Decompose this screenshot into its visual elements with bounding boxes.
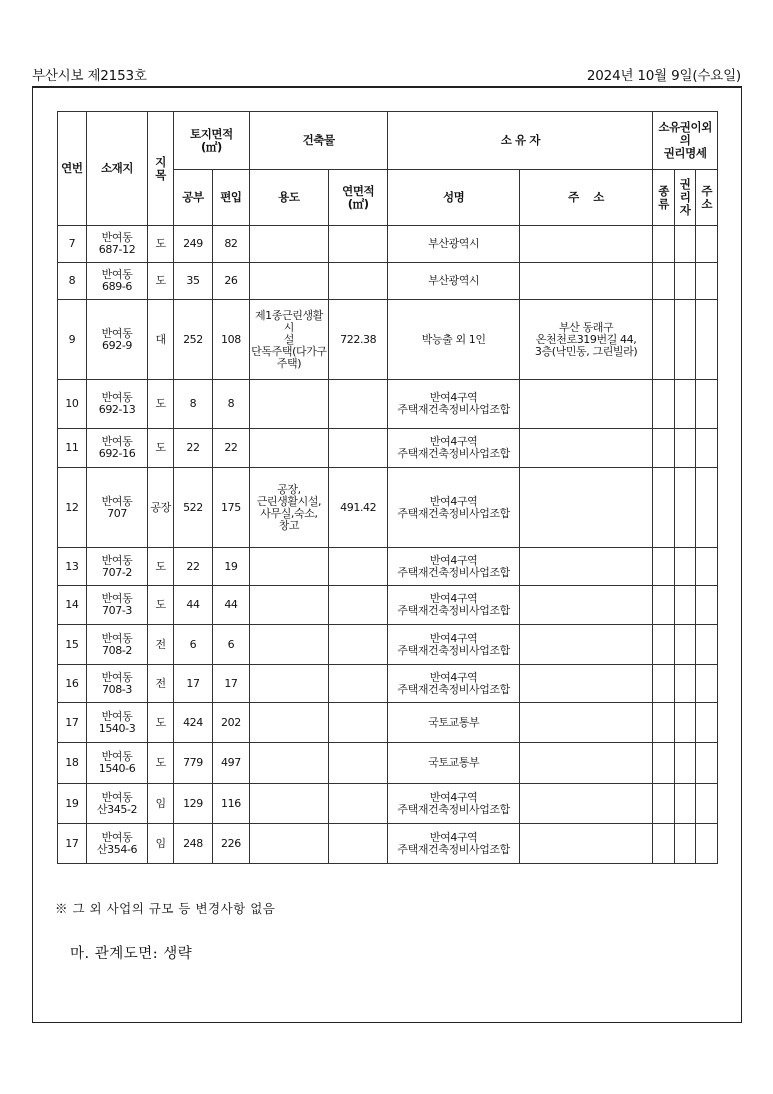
cell-area-included: 226 (212, 824, 249, 864)
section-related-drawings: 마. 관계도면: 생략 (70, 946, 193, 962)
cell-area-public: 44 (173, 586, 212, 625)
cell-floor-area (328, 743, 388, 784)
cell-owner-name: 부산광역시 (388, 263, 519, 300)
cell-rights-type (653, 586, 675, 625)
header-building-floor-area: 연면적 (㎡) (328, 170, 388, 226)
cell-rights-holder (674, 824, 696, 864)
cell-floor-area (328, 380, 388, 429)
cell-owner-address (519, 226, 652, 263)
cell-owner-address (519, 586, 652, 625)
cell-building-use (249, 429, 328, 468)
cell-location: 반여동 692-16 (86, 429, 148, 468)
cell-area-included: 82 (212, 226, 249, 263)
cell-rights-address (696, 784, 718, 824)
cell-location: 반여동 1540-6 (86, 743, 148, 784)
header-rights-address: 주소 (696, 170, 718, 226)
cell-rights-type (653, 625, 675, 665)
cell-rights-type (653, 743, 675, 784)
table-row (58, 625, 718, 665)
header-row-1 (58, 112, 718, 170)
cell-building-use (249, 380, 328, 429)
cell-rights-address (696, 300, 718, 380)
table-row (58, 263, 718, 300)
cell-floor-area (328, 226, 388, 263)
cell-area-public: 248 (173, 824, 212, 864)
header-rights-type: 종 류 (653, 170, 675, 226)
cell-serial: 13 (58, 548, 87, 586)
table-row (58, 824, 718, 864)
header-building: 건축물 (249, 112, 388, 170)
cell-owner-name: 국토교통부 (388, 743, 519, 784)
cell-owner-address (519, 429, 652, 468)
cell-owner-name: 국토교통부 (388, 703, 519, 743)
header-location: 소재지 (86, 112, 148, 226)
header-rights-holder: 권리 자 (674, 170, 696, 226)
table-row (58, 300, 718, 380)
cell-rights-holder (674, 380, 696, 429)
cell-rights-address (696, 703, 718, 743)
cell-owner-name: 반여4구역 주택재건축정비사업조합 (388, 625, 519, 665)
cell-location: 반여동 산354-6 (86, 824, 148, 864)
cell-area-public: 129 (173, 784, 212, 824)
cell-land-category: 도 (148, 586, 174, 625)
cell-area-included: 17 (212, 665, 249, 703)
cell-owner-address (519, 625, 652, 665)
header-owner-address: 주 소 (519, 170, 652, 226)
cell-serial: 16 (58, 665, 87, 703)
cell-owner-name: 반여4구역 주택재건축정비사업조합 (388, 784, 519, 824)
cell-owner-name: 반여4구역 주택재건축정비사업조합 (388, 586, 519, 625)
cell-area-public: 522 (173, 468, 212, 548)
cell-owner-name: 반여4구역 주택재건축정비사업조합 (388, 429, 519, 468)
cell-area-included: 108 (212, 300, 249, 380)
cell-owner-address (519, 548, 652, 586)
cell-building-use (249, 703, 328, 743)
cell-area-public: 17 (173, 665, 212, 703)
cell-location: 반여동 산345-2 (86, 784, 148, 824)
cell-rights-holder (674, 468, 696, 548)
cell-owner-name: 반여4구역 주택재건축정비사업조합 (388, 548, 519, 586)
cell-building-use: 공장, 근린생활시설, 사무실,숙소, 창고 (249, 468, 328, 548)
cell-owner-address (519, 665, 652, 703)
cell-area-public: 22 (173, 548, 212, 586)
header-land-area-public: 공부 (173, 170, 212, 226)
cell-floor-area (328, 703, 388, 743)
cell-land-category: 도 (148, 429, 174, 468)
cell-area-included: 8 (212, 380, 249, 429)
footnote: ※ 그 외 사업의 규모 등 변경사항 없음 (55, 901, 276, 916)
cell-area-public: 6 (173, 625, 212, 665)
cell-rights-address (696, 743, 718, 784)
cell-rights-holder (674, 784, 696, 824)
cell-owner-name: 반여4구역 주택재건축정비사업조합 (388, 665, 519, 703)
cell-building-use (249, 824, 328, 864)
cell-rights-type (653, 226, 675, 263)
cell-serial: 17 (58, 824, 87, 864)
cell-owner-address (519, 263, 652, 300)
cell-owner-address (519, 380, 652, 429)
cell-area-included: 116 (212, 784, 249, 824)
cell-rights-address (696, 429, 718, 468)
cell-building-use (249, 548, 328, 586)
cell-building-use (249, 784, 328, 824)
cell-owner-address (519, 703, 652, 743)
header-other-rights: 소유권이외의 권리명세 (653, 112, 718, 170)
cell-serial: 11 (58, 429, 87, 468)
cell-rights-holder (674, 703, 696, 743)
cell-land-category: 임 (148, 824, 174, 864)
cell-building-use (249, 625, 328, 665)
cell-rights-address (696, 226, 718, 263)
table-row (58, 665, 718, 703)
cell-rights-holder (674, 300, 696, 380)
cell-area-public: 779 (173, 743, 212, 784)
table-row (58, 586, 718, 625)
cell-rights-address (696, 548, 718, 586)
cell-serial: 8 (58, 263, 87, 300)
cell-serial: 7 (58, 226, 87, 263)
cell-floor-area: 722.38 (328, 300, 388, 380)
cell-rights-address (696, 263, 718, 300)
cell-area-included: 26 (212, 263, 249, 300)
cell-building-use: 제1종근린생활시 설 단독주택(다가구 주택) (249, 300, 328, 380)
cell-area-public: 35 (173, 263, 212, 300)
cell-rights-holder (674, 226, 696, 263)
header-building-use: 용도 (249, 170, 328, 226)
cell-owner-name: 반여4구역 주택재건축정비사업조합 (388, 468, 519, 548)
table-row (58, 380, 718, 429)
table-row (58, 548, 718, 586)
header-land-area: 토지면적 (㎡) (173, 112, 249, 170)
cell-rights-address (696, 824, 718, 864)
cell-area-public: 249 (173, 226, 212, 263)
cell-serial: 14 (58, 586, 87, 625)
cell-floor-area: 491.42 (328, 468, 388, 548)
cell-location: 반여동 692-9 (86, 300, 148, 380)
cell-rights-type (653, 703, 675, 743)
cell-owner-address (519, 784, 652, 824)
cell-rights-holder (674, 586, 696, 625)
header-land-category: 지 목 (148, 112, 174, 226)
cell-rights-type (653, 548, 675, 586)
cell-floor-area (328, 625, 388, 665)
cell-land-category: 전 (148, 665, 174, 703)
header-owner: 소 유 자 (388, 112, 653, 170)
cell-rights-address (696, 625, 718, 665)
cell-rights-holder (674, 263, 696, 300)
cell-owner-name: 박능출 외 1인 (388, 300, 519, 380)
cell-serial: 17 (58, 703, 87, 743)
cell-rights-type (653, 300, 675, 380)
cell-rights-holder (674, 743, 696, 784)
cell-floor-area (328, 784, 388, 824)
cell-building-use (249, 263, 328, 300)
header-owner-name: 성명 (388, 170, 519, 226)
cell-area-public: 252 (173, 300, 212, 380)
cell-rights-holder (674, 665, 696, 703)
cell-rights-address (696, 380, 718, 429)
cell-land-category: 도 (148, 703, 174, 743)
cell-rights-address (696, 665, 718, 703)
cell-serial: 19 (58, 784, 87, 824)
publication-date: 2024년 10월 9일(수요일) (586, 68, 741, 84)
cell-rights-holder (674, 625, 696, 665)
cell-serial: 12 (58, 468, 87, 548)
table-row (58, 743, 718, 784)
cell-building-use (249, 226, 328, 263)
cell-floor-area (328, 665, 388, 703)
table-row (58, 226, 718, 263)
cell-location: 반여동 708-2 (86, 625, 148, 665)
cell-area-included: 497 (212, 743, 249, 784)
cell-rights-address (696, 586, 718, 625)
cell-owner-name: 반여4구역 주택재건축정비사업조합 (388, 824, 519, 864)
cell-land-category: 도 (148, 226, 174, 263)
cell-building-use (249, 743, 328, 784)
cell-location: 반여동 1540-3 (86, 703, 148, 743)
table-row (58, 703, 718, 743)
cell-rights-type (653, 784, 675, 824)
cell-building-use (249, 586, 328, 625)
cell-owner-name: 부산광역시 (388, 226, 519, 263)
cell-owner-address (519, 468, 652, 548)
cell-area-included: 44 (212, 586, 249, 625)
cell-area-public: 22 (173, 429, 212, 468)
cell-floor-area (328, 548, 388, 586)
cell-floor-area (328, 429, 388, 468)
cell-location: 반여동 689-6 (86, 263, 148, 300)
header-serial: 연번 (58, 112, 87, 226)
cell-area-included: 175 (212, 468, 249, 548)
cell-owner-address: 부산 동래구 온천천로319번길 44, 3층(낙민동, 그린빌라) (519, 300, 652, 380)
cell-serial: 15 (58, 625, 87, 665)
cell-area-public: 424 (173, 703, 212, 743)
cell-land-category: 임 (148, 784, 174, 824)
cell-land-category: 대 (148, 300, 174, 380)
cell-location: 반여동 707-2 (86, 548, 148, 586)
cell-rights-type (653, 824, 675, 864)
cell-area-included: 6 (212, 625, 249, 665)
cell-rights-type (653, 429, 675, 468)
cell-owner-name: 반여4구역 주택재건축정비사업조합 (388, 380, 519, 429)
header-land-area-included: 편입 (212, 170, 249, 226)
cell-rights-holder (674, 548, 696, 586)
cell-location: 반여동 708-3 (86, 665, 148, 703)
cell-serial: 18 (58, 743, 87, 784)
cell-rights-holder (674, 429, 696, 468)
cell-floor-area (328, 263, 388, 300)
land-table-body (58, 226, 718, 864)
land-table (57, 111, 718, 864)
cell-rights-address (696, 468, 718, 548)
cell-building-use (249, 665, 328, 703)
cell-floor-area (328, 586, 388, 625)
table-row (58, 468, 718, 548)
cell-area-included: 19 (212, 548, 249, 586)
cell-location: 반여동 687-12 (86, 226, 148, 263)
cell-area-public: 8 (173, 380, 212, 429)
cell-rights-type (653, 468, 675, 548)
cell-serial: 10 (58, 380, 87, 429)
publication-title: 부산시보 제2153호 (32, 68, 147, 84)
cell-owner-address (519, 743, 652, 784)
cell-land-category: 도 (148, 548, 174, 586)
cell-area-included: 22 (212, 429, 249, 468)
cell-owner-address (519, 824, 652, 864)
cell-land-category: 전 (148, 625, 174, 665)
cell-location: 반여동 707 (86, 468, 148, 548)
table-row (58, 784, 718, 824)
table-row (58, 429, 718, 468)
cell-floor-area (328, 824, 388, 864)
cell-rights-type (653, 263, 675, 300)
cell-location: 반여동 707-3 (86, 586, 148, 625)
cell-serial: 9 (58, 300, 87, 380)
cell-land-category: 도 (148, 743, 174, 784)
cell-rights-type (653, 380, 675, 429)
cell-land-category: 도 (148, 380, 174, 429)
cell-rights-type (653, 665, 675, 703)
cell-area-included: 202 (212, 703, 249, 743)
cell-land-category: 공장 (148, 468, 174, 548)
cell-location: 반여동 692-13 (86, 380, 148, 429)
cell-land-category: 도 (148, 263, 174, 300)
